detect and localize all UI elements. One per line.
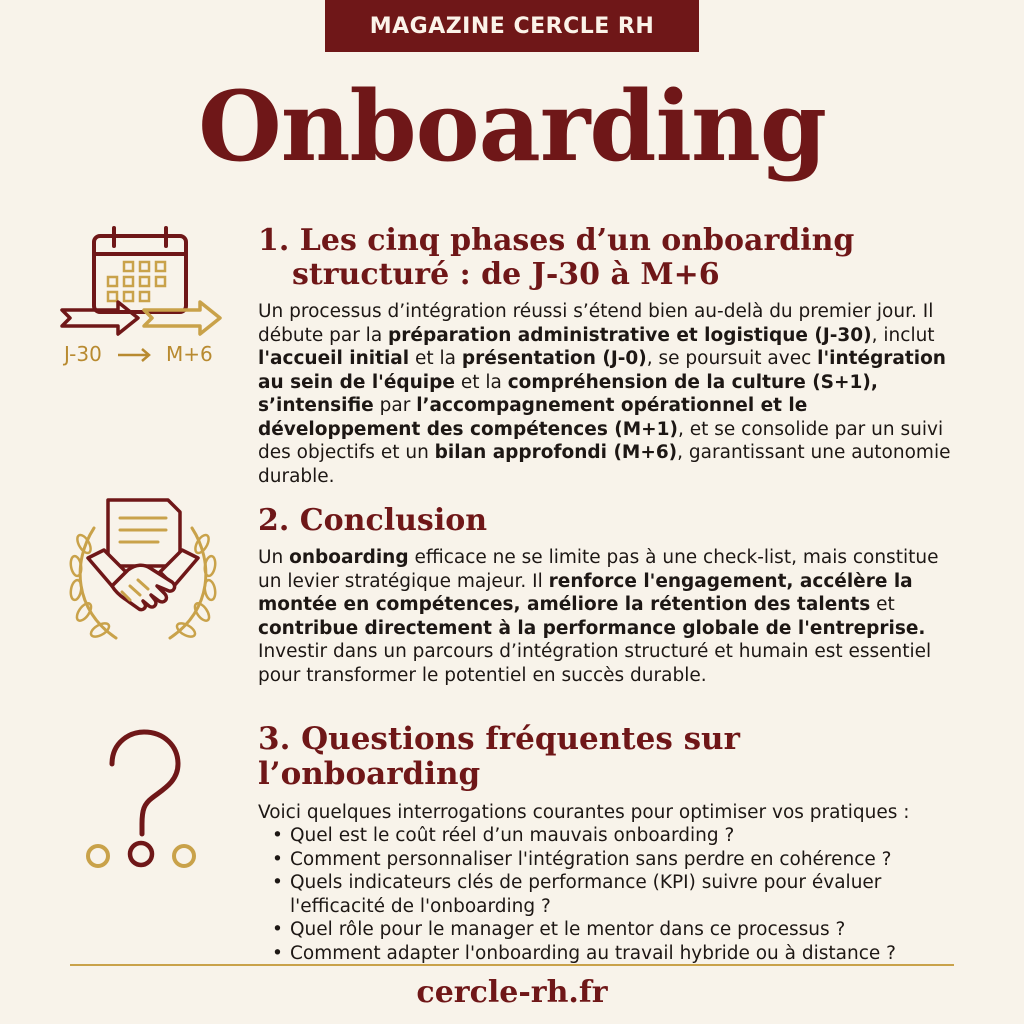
section-phases-title-line2: structuré : de J-30 à M+6 — [292, 257, 720, 293]
footer-divider — [70, 964, 954, 966]
section-conclusion-text-run: Investir dans un parcours d’intégration structuré et humain est essentiel pour transformer le potentiel en succès durable. — [258, 641, 932, 686]
section-faq-intro: Voici quelques interrogations courantes pour optimiser vos pratiques : — [258, 801, 910, 823]
section-phases-bold-run: compréhension de la culture (S+1), s’intensifie — [258, 371, 878, 417]
list-item: • Quels indicateurs clés de performance (KPI) suivre pour évaluer l'efficacité de l'onboarding ? — [270, 871, 958, 918]
section-conclusion-text-run: efficace ne se limite pas à une check-list, mais constitue un levier stratégique majeur. Il — [258, 547, 939, 592]
section-phases-body — [258, 300, 958, 488]
section-phases-text-run: par — [373, 395, 417, 417]
section-conclusion-bold-run: onboarding — [289, 547, 409, 569]
section-faq — [258, 722, 958, 965]
timeline-end-label: M+6 — [166, 342, 213, 366]
section-phases-text-run: , se poursuit avec — [646, 348, 818, 370]
section-phases-text-run: Un processus d’intégration réussi s’étend bien au-delà du premier jour. Il débute par la — [258, 301, 934, 346]
section-faq-title: 3. Questions fréquentes sur l’onboarding — [258, 721, 740, 793]
handshake-laurel-icon — [58, 492, 228, 652]
section-conclusion-title: 2. Conclusion — [258, 503, 488, 538]
section-phases-bold-run: présentation (J-0) — [461, 348, 647, 370]
section-conclusion-bold-run: renforce l'engagement, accélère la montée en compétences, améliore la rétention des talents — [258, 570, 913, 616]
calendar-timeline-icon — [58, 222, 228, 372]
list-item: • Quel rôle pour le manager et le mentor dans ce processus ? — [270, 918, 958, 941]
section-phases-title-line1: 1. Les cinq phases d’un onboarding — [258, 223, 855, 258]
list-item: • Quel est le coût réel d’un mauvais onboarding ? — [270, 824, 958, 847]
list-item: • Comment adapter l'onboarding au travail hybride ou à distance ? — [270, 942, 958, 965]
section-conclusion-text-run: Un — [258, 547, 290, 569]
section-phases-bold-run: bilan approfondi (M+6) — [434, 442, 678, 464]
section-phases-text-run: , garantissant une autonomie durable. — [258, 442, 951, 487]
section-phases-text-run: et la — [454, 371, 508, 393]
section-conclusion-text-run: et — [870, 594, 895, 616]
section-phases-bold-run: l'accueil initial — [258, 348, 410, 370]
section-phases-bold-run: l'intégration au sein de l'équipe — [258, 348, 946, 393]
section-phases-text-run: , inclut — [871, 324, 935, 346]
section-phases-text-run: et la — [409, 348, 462, 370]
list-item: • Comment personnaliser l'intégration sans perdre en cohérence ? — [270, 848, 958, 871]
section-phases-text-run: , et se consolide par un suivi des objectifs et un — [258, 418, 944, 464]
section-phases — [258, 224, 958, 488]
section-conclusion — [258, 504, 958, 687]
section-phases-title — [258, 224, 958, 292]
section-conclusion-body — [258, 546, 958, 687]
footer-site-link[interactable]: cercle-rh.fr — [416, 975, 608, 1010]
magazine-badge: MAGAZINE CERCLE RH — [325, 0, 699, 52]
section-conclusion-bold-run: contribue directement à la performance globale de l'entreprise. — [258, 617, 926, 639]
section-phases-bold-run: préparation administrative et logistique (J-30) — [388, 324, 872, 346]
page-title: Onboarding — [198, 70, 826, 183]
section-phases-bold-run: l’accompagnement opérationnel et le développement des compétences (M+1) — [258, 395, 808, 440]
question-mark-icon — [80, 728, 200, 878]
faq-list — [258, 824, 958, 965]
timeline-start-label: J-30 — [64, 342, 102, 366]
